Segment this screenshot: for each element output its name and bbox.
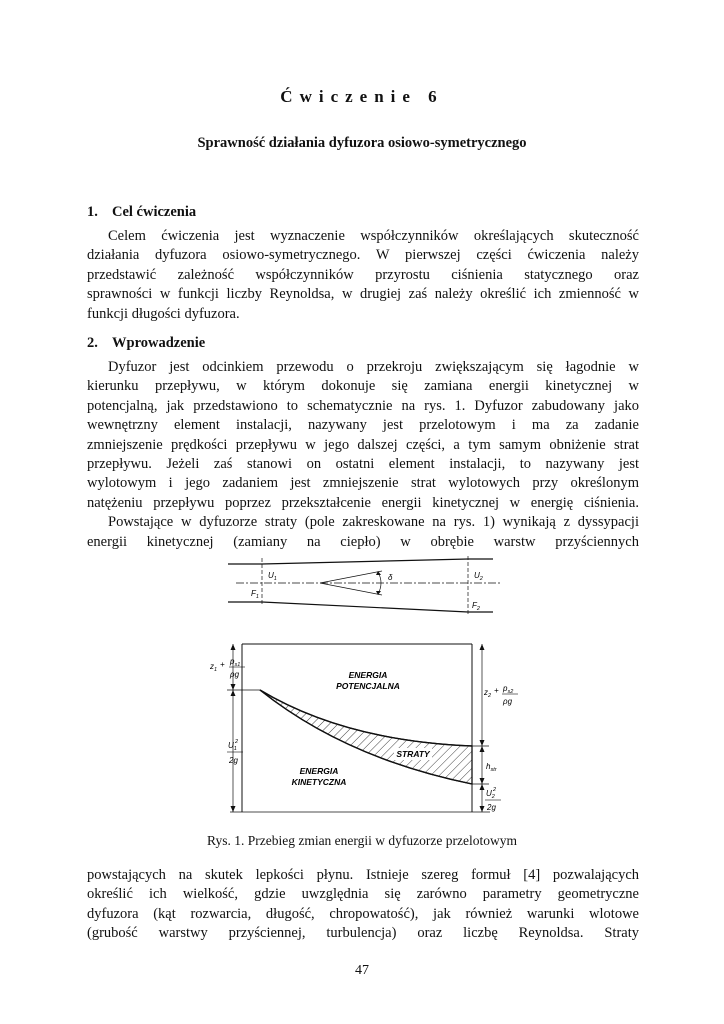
rho-g-label-left: ρg [230, 670, 240, 679]
continuation-paragraph [87, 866, 639, 944]
rho-g-label-right: ρg [503, 697, 513, 706]
section-2-paragraph [87, 358, 639, 552]
paragraph-line: przepływu. Jeżeli zaś stanowi on ostatni element instalacji, to nazywany jest [87, 455, 639, 472]
paragraph-line: Powstające w dyfuzorze straty (pole zakreskowane na rys. 1) wynikają z dyssypacji [108, 514, 639, 531]
ps1-label: $p_{s1}$ [230, 657, 241, 668]
paragraph-line: określić ich wielkość, gdzie uwzględnia się zarówno parametry geometryczne [87, 886, 639, 903]
paragraph-line: wewnętrzny element instalacji, nazywany jest przelotowym i ma za zadanie [87, 417, 639, 434]
u1-label: $U_1$ [268, 571, 277, 582]
chapter-subtitle: Sprawność działania dyfuzora osiowo-symetrycznego [197, 135, 527, 151]
paragraph-line: działania dyfuzora osiowo-symetrycznego. W pierwszej części ćwiczenia należy [87, 247, 639, 264]
u2-label: $U_2$ [474, 571, 483, 582]
section-1-title: Cel ćwiczenia [112, 204, 197, 220]
paragraph-line: energii kinetycznej (zamiany na ciepło) w obrębie warstw przyściennych [87, 533, 639, 550]
section-1-number: 1. [87, 204, 98, 220]
paragraph-line: dyfuzora (kąt rozwarcia, długość, chropowatość), jak również warunki wlotowe [87, 905, 639, 922]
exponent-2-left: 2 [235, 739, 239, 745]
h-str-label: $h_{str}$ [486, 762, 497, 773]
paragraph-line: kierunku przepływu, w którym dokonuje się zamiana energii kinetycznej w [87, 378, 639, 395]
kinetic-energy-label-2: KINETYCZNA [291, 777, 347, 787]
f2-label: $F_2$ [472, 601, 480, 612]
paragraph-line: przedstawić zależność współczynników przyrostu ciśnienia statycznego oraz [87, 266, 639, 283]
figure-caption: Rys. 1. Przebieg zmian energii w dyfuzorze przelotowym [207, 833, 517, 848]
potential-energy-label-2: POTENCJALNA [336, 681, 400, 691]
z2-label: $z_2$ [484, 688, 492, 699]
diffuser-schematic [228, 556, 508, 624]
z1-label: $z_1$ [210, 662, 218, 673]
paragraph-line: natężeniu przepływu poprzez przekształcenie energii kinetycznej w energię ciśnienia. [87, 494, 639, 511]
plus-sign: + [220, 660, 225, 669]
two-g-label-right: 2g [487, 803, 496, 812]
energy-diagram [205, 636, 520, 822]
exponent-2-right: 2 [493, 787, 497, 793]
paragraph-line: Celem ćwiczenia jest wyznaczenie współczynników określających skuteczność [108, 228, 639, 244]
paragraph-line: sprawności w funkcji liczby Reynoldsa, w drugiej zaś należy określić ich zmienność w [87, 286, 639, 303]
section-1-paragraph [87, 227, 639, 324]
paragraph-line: zmniejszenie prędkości przepływu w jego dalszej części, a tym samym obniżenie strat [87, 436, 639, 453]
section-2-title: Wprowadzenie [112, 335, 206, 351]
two-g-label-left: 2g [229, 756, 238, 765]
paragraph-line: Dyfuzor jest odcinkiem przewodu o przekroju zwiększającym się łagodnie w [108, 359, 639, 375]
delta-angle-label: δ [388, 573, 393, 582]
u1-squared-label: $U_1$ [228, 741, 237, 752]
f1-label: $F_1$ [251, 589, 259, 600]
losses-label: STRATY [396, 749, 430, 759]
section-1-heading [87, 204, 196, 221]
u2-squared-label: $U_2$ [486, 789, 495, 800]
section-2-number: 2. [87, 335, 98, 351]
paragraph-line: funkcji długości dyfuzora. [87, 305, 240, 322]
paragraph-line: (grubość warstwy przyściennej, turbulencja) oraz liczbę Reynoldsa. Straty [87, 925, 639, 942]
chapter-title: Ćwiczenie 6 [280, 87, 444, 106]
page-number: 47 [355, 963, 369, 978]
paragraph-line: wylotowym i jego zadaniem jest zmniejszenie strat wylotowych przy określonym [87, 475, 639, 492]
plus-sign-right: + [494, 686, 499, 695]
paragraph-line: potencjalną, jak przedstawiono to schematycznie na rys. 1. Dyfuzor zabudowany jako [87, 397, 639, 414]
potential-energy-label-1: ENERGIA [348, 670, 388, 680]
ps2-label: $p_{s2}$ [503, 684, 514, 695]
section-2-heading [87, 335, 205, 352]
paragraph-line: powstających na skutek lepkości płynu. Istnieje szereg formuł [4] pozwalających [87, 867, 639, 883]
kinetic-energy-label-1: ENERGIA [299, 766, 339, 776]
